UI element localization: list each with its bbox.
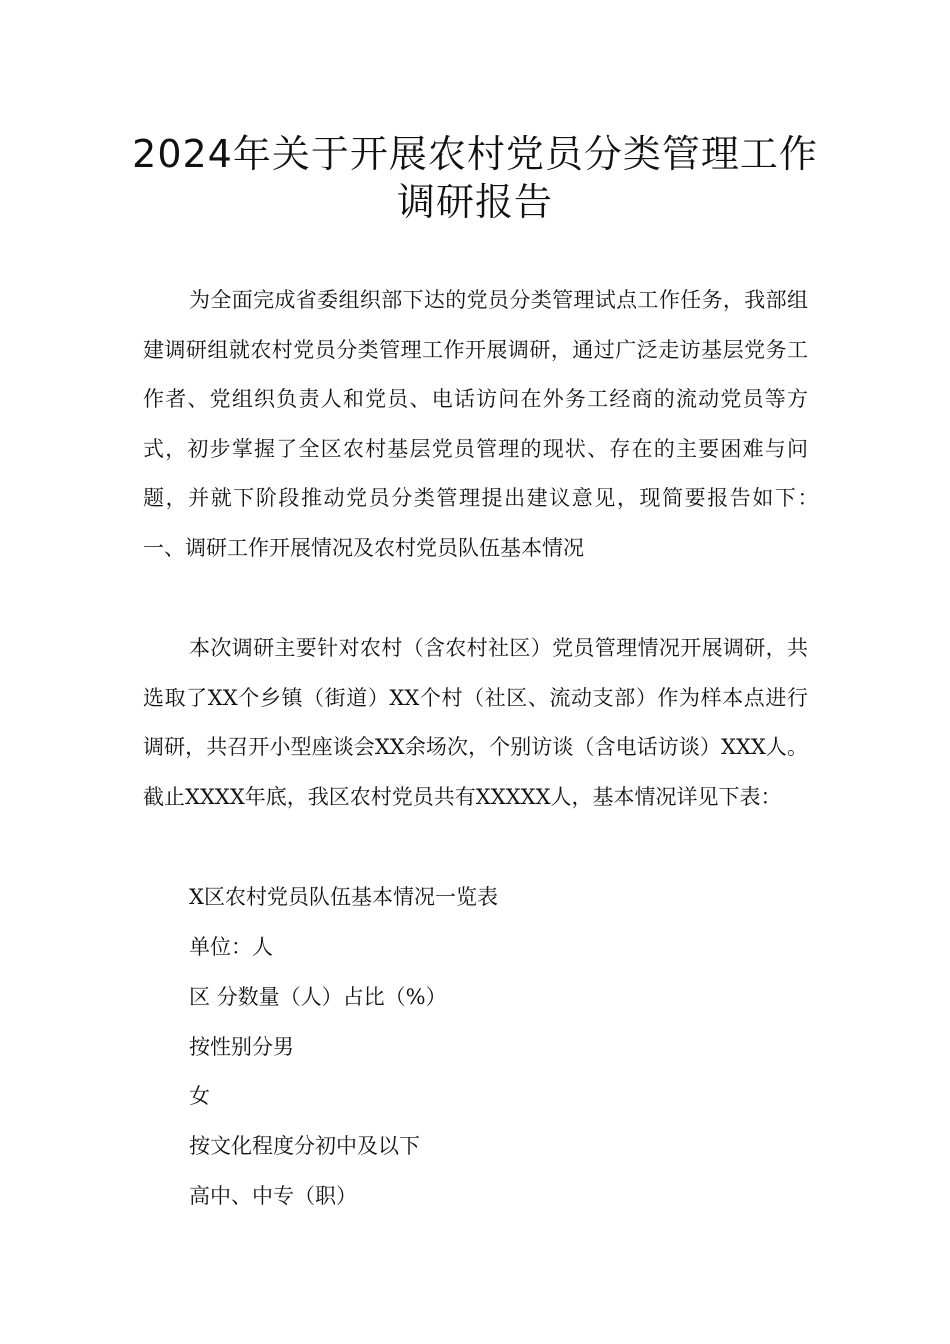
intro-paragraph: 为全面完成省委组织部下达的党员分类管理试点工作任务，我部组建调研组就农村党员分类管理工作开展调研，通过广泛走访基层党务工作者、党组织负责人和党员、电话访问在外务工经商的流动党员等方式，初步掌握了全区农村基层党员管理的现状、存在的主要困难与问题，并就下阶段推动党员分类管理提出建议意见，现简要报告如下： 一、调研工作开展情况及农村党员队伍基本情况: [143, 288, 871, 560]
table-row-junior: 按文化程度分初中及以下: [189, 1134, 420, 1158]
table-title: X区农村党员队伍基本情况一览表: [189, 885, 498, 909]
table-row-male: 按性别分男: [189, 1035, 294, 1059]
table-header-row: 区 分数量（人）占比（%）: [189, 985, 447, 1009]
document-title-line1: 2024年关于开展农村党员分类管理工作: [132, 132, 818, 176]
survey-paragraph: 本次调研主要针对农村（含农村社区）党员管理情况开展调研，共选取了XX个乡镇（街道）XX个村（社区、流动支部）作为样本点进行调研，共召开小型座谈会XX余场次，个别访谈（含电话访谈）XXX人。截止XXXX年底，我区农村党员共有XXXXX人，基本情况详见下表：: [143, 636, 808, 809]
table-row-senior: 高中、中专（职）: [189, 1184, 357, 1208]
table-unit: 单位：人: [189, 935, 273, 959]
table-row-female: 女: [189, 1084, 210, 1108]
document-title-line2: 调研报告: [396, 180, 553, 224]
